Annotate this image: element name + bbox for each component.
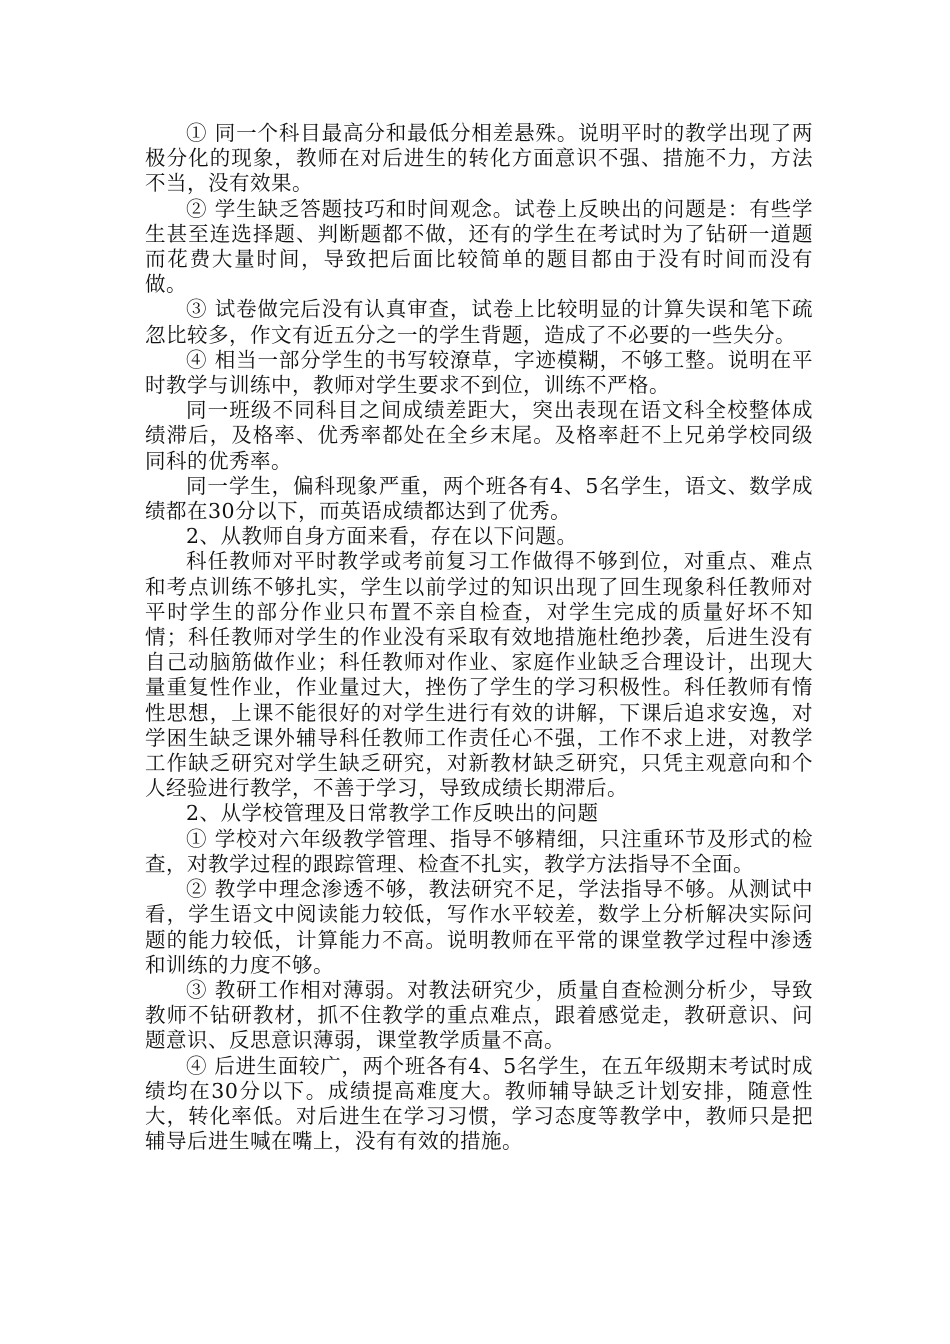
paragraph-struggling-students: ④ 后进生面较广，两个班各有4、5名学生，在五年级期末考试时成绩均在30分以下。成绩提高难度大。教师辅导缺乏计划安排，随意性大，转化率低。对后进生在学习习惯，学习态度等教学中，教师只是把辅导后进生喊在嘴上，没有有效的措施。 xyxy=(145,1053,813,1154)
section-heading-school-management: 2、从学校管理及日常教学工作反映出的问题 xyxy=(186,801,599,826)
paragraph-subject-gap: 同一班级不同科目之间成绩差距大，突出表现在语文科全校整体成绩滞后，及格率、优秀率都处在全乡末尾。及格率赶不上兄弟学校同级同科的优秀率。 xyxy=(145,398,813,473)
paragraph-teaching-research: ③ 教研工作相对薄弱。对教法研究少，质量自查检测分析少，导致教师不钻研教材，抓不住教学的重点难点，跟着感觉走，教研意识、问题意识、反思意识薄弱，课堂教学质量不高。 xyxy=(145,977,813,1053)
paragraph-teacher-issues: 科任教师对平时教学或考前复习工作做得不够到位，对重点、难点和考点训练不够扎实，学生以前学过的知识出现了回生现象科任教师对平时学生的部分作业只布置不亲自检查，对学生完成的质量好坏不知情；科任教师对学生的作业没有采取有效地措施杜绝抄袭，后进生没有自己动脑筋做作业；科任教师对作业、家庭作业缺乏合理设计，出现大量重复性作业，作业量过大，挫伤了学生的学习积极性。科任教师有惰性思想，上课不能很好的对学生进行有效的讲解，下课后追求安逸，对学困生缺乏课外辅导科任教师工作责任心不强，工作不求上进，对教学工作缺乏研究对学生缺乏研究，对新教材缺乏研究，只凭主观意向和个人经验进行教学，不善于学习，导致成绩长期滞后。 xyxy=(145,549,813,801)
paragraph-handwriting: ④ 相当一部分学生的书写较潦草，字迹模糊，不够工整。说明在平时教学与训练中，教师对学生要求不到位，训练不严格。 xyxy=(145,347,813,398)
document-body xyxy=(145,121,813,1154)
paragraph-teaching-concepts: ② 教学中理念渗透不够，教法研究不足，学法指导不够。从测试中看，学生语文中阅读能力较低，写作水平较差，数学上分析解决实际问题的能力较低，计算能力不高。说明教师在平常的课堂教学过程中渗透和训练的力度不够。 xyxy=(145,877,813,977)
paragraph-management-detail: ① 学校对六年级教学管理、指导不够精细，只注重环节及形式的检查，对教学过程的跟踪管理、检查不扎实，教学方法指导不全面。 xyxy=(145,826,813,876)
paragraph-gap-between-scores: ① 同一个科目最高分和最低分相差悬殊。说明平时的教学出现了两极分化的现象，教师在对后进生的转化方面意识不强、措施不力，方法不当，没有效果。 xyxy=(145,121,813,196)
paragraph-subject-bias: 同一学生，偏科现象严重，两个班各有4、5名学生，语文、数学成绩都在30分以下，而英语成绩都达到了优秀。 xyxy=(145,473,813,524)
paragraph-exam-skills: ② 学生缺乏答题技巧和时间观念。试卷上反映出的问题是：有些学生甚至连选择题、判断题都不做，还有的学生在考试时为了钻研一道题而花费大量时间，导致把后面比较简单的题目都由于没有时间而没有做。 xyxy=(145,196,813,297)
paragraph-careless-review: ③ 试卷做完后没有认真审查，试卷上比较明显的计算失误和笔下疏忽比较多，作文有近五分之一的学生背题，造成了不必要的一些失分。 xyxy=(145,297,813,347)
section-heading-teachers: 2、从教师自身方面来看，存在以下问题。 xyxy=(186,524,578,549)
